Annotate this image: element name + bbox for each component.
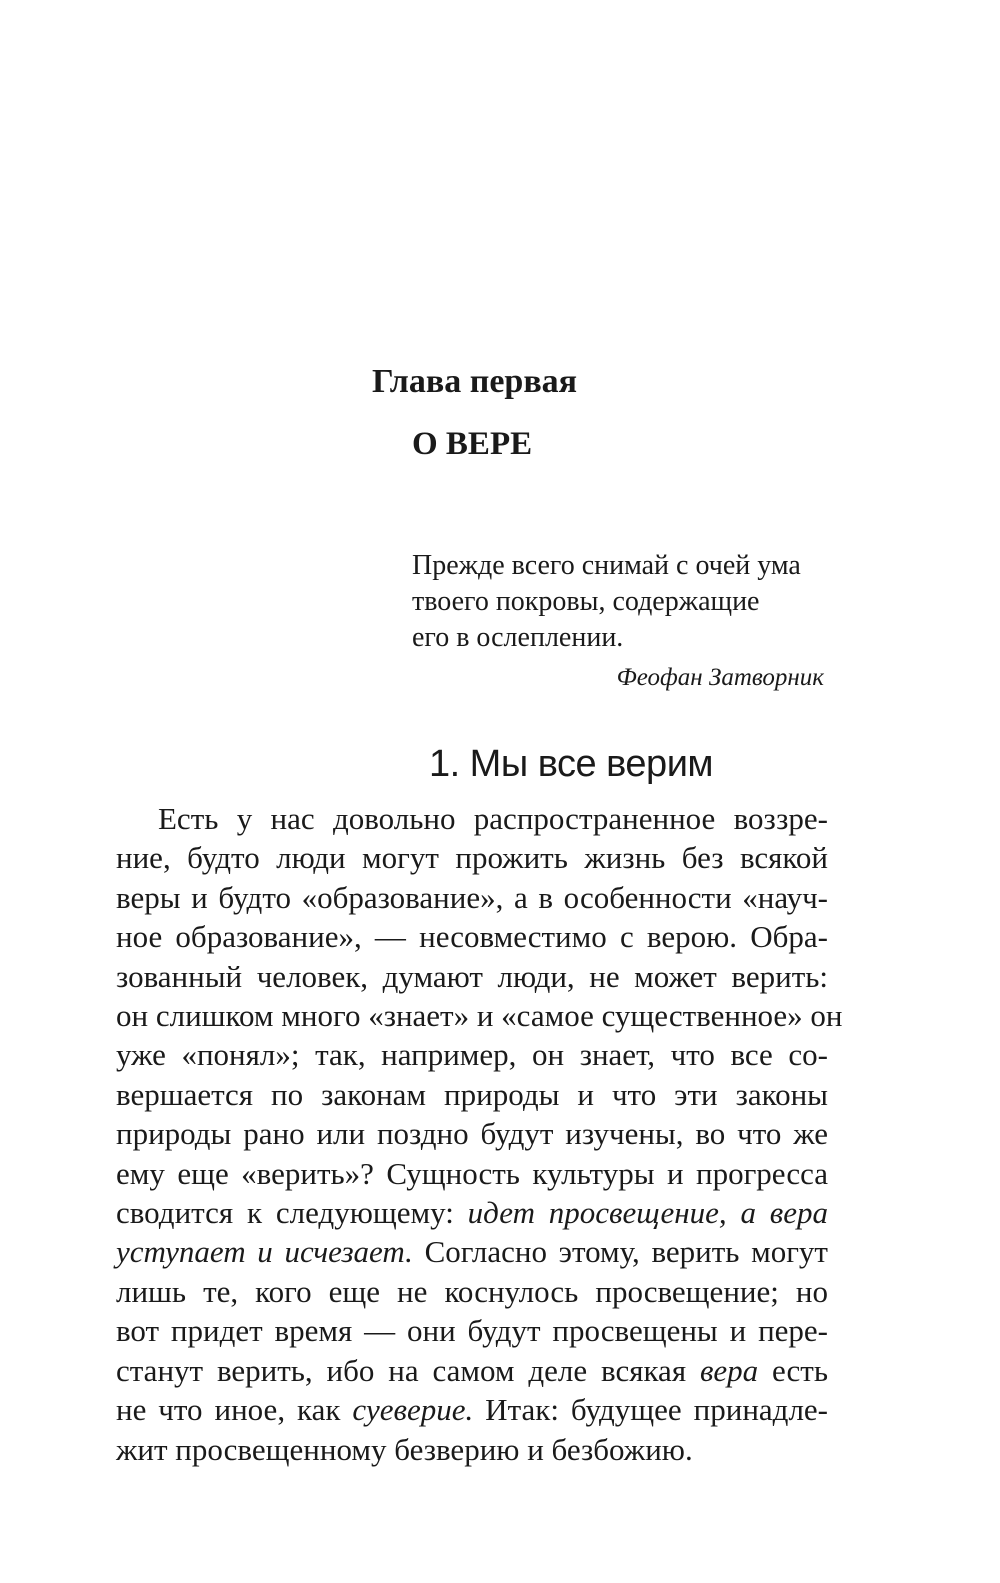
epigraph-author: Феофан Затворник [616, 664, 824, 691]
text-line: ное образование», — несовместимо с верою. Обра- [116, 919, 828, 955]
epigraph-line: Прежде всего снимай с очей ума [412, 550, 801, 581]
text-line [116, 1351, 828, 1390]
epigraph-line: твоего покровы, содержащие [412, 586, 760, 617]
italic-run: вера [699, 1352, 759, 1388]
section-heading: 1. Мы все верим [428, 743, 714, 785]
epigraph [412, 548, 832, 696]
text-run: Итак: будущее принадле- [473, 1392, 829, 1428]
italic-run: суеверие. [352, 1392, 474, 1428]
text-line: вот придет время — они будут просвещены и пере- [116, 1313, 828, 1349]
text-line: жит просвещенному безверию и безбожию. [116, 1431, 693, 1467]
text-line: вершается по законам природы и что эти законы [116, 1076, 828, 1112]
text-run: сводится к следующему: [116, 1195, 468, 1231]
text-line: уже «понял»; так, например, он знает, что все со- [116, 1037, 828, 1073]
italic-run: идет просвещение, а вера [467, 1195, 828, 1231]
text-line: ему еще «верить»? Сущность культуры и прогресса [116, 1155, 828, 1191]
epigraph-line: его в ослеплении. [412, 622, 624, 653]
text-run: есть [758, 1352, 828, 1388]
body-paragraph [116, 799, 843, 1469]
text-line: ние, будто люди могут прожить жизнь без всякой [116, 840, 828, 876]
text-line: природы рано или поздно будут изучены, во что же [116, 1116, 828, 1152]
chapter-title: О ВЕРЕ [412, 426, 533, 462]
text-line [116, 1390, 828, 1429]
chapter-label: Глава первая [372, 363, 578, 400]
text-line: лишь те, кого еще не коснулось просвещение; но [116, 1273, 828, 1309]
text-line [116, 1193, 828, 1232]
text-line: Есть у нас довольно распространенное воззре- [158, 801, 828, 836]
text-line: зованный человек, думают люди, не может верить: [116, 958, 828, 994]
text-line [116, 1232, 828, 1271]
text-run: Согласно этому, верить могут [412, 1234, 828, 1270]
italic-run: уступает и исчезает. [116, 1234, 413, 1270]
text-run: не что иное, как [116, 1392, 353, 1428]
text-run: станут верить, ибо на самом деле всякая [116, 1352, 700, 1388]
text-line: веры и будто «образование», а в особенности «науч- [116, 879, 828, 915]
text-line: он слишком много «знает» и «самое существенное» он [116, 998, 843, 1034]
